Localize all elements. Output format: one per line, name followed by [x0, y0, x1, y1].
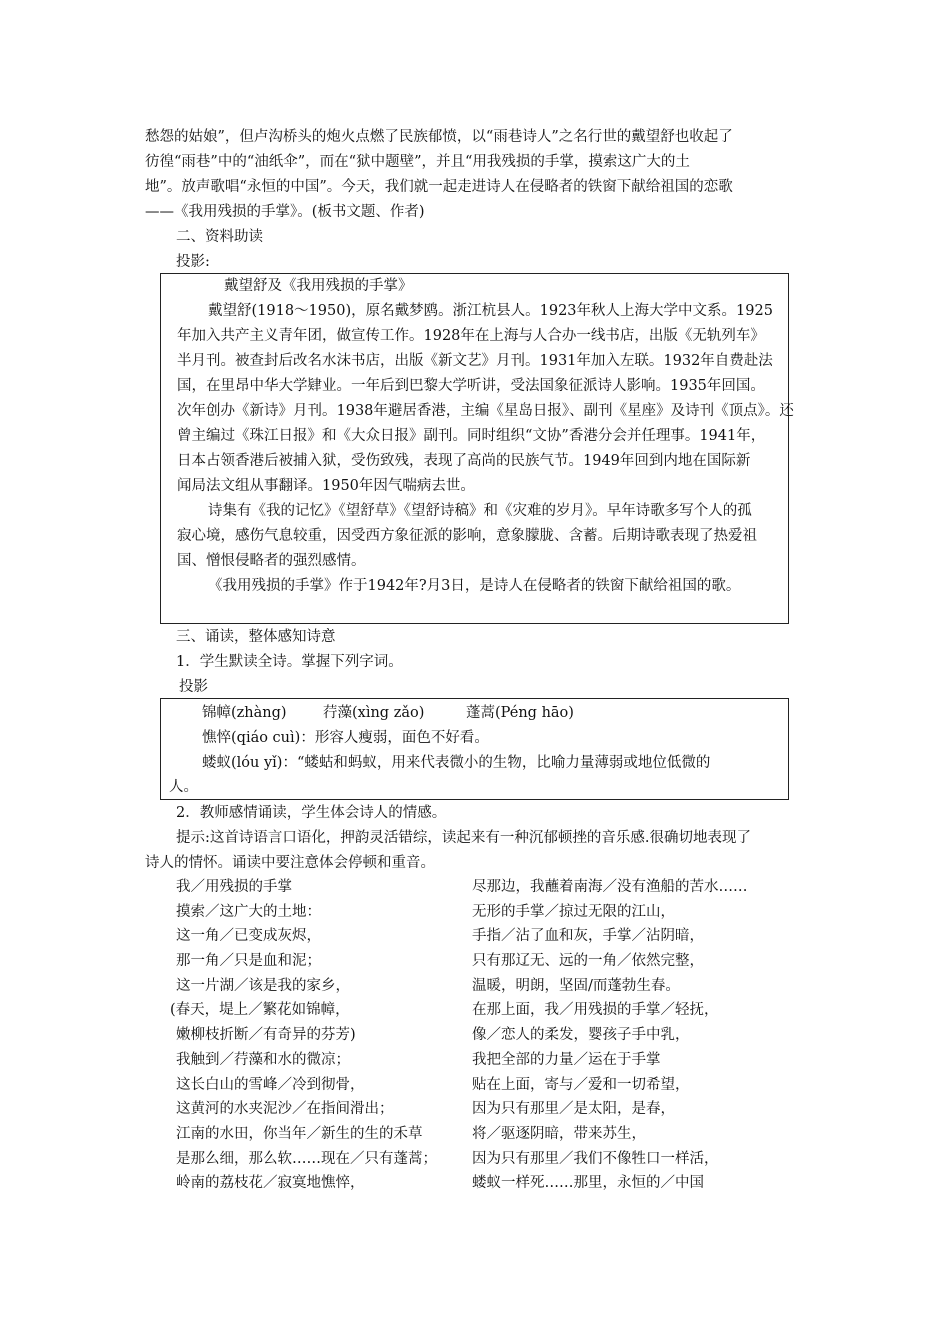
poem-line: 这长白山的雪峰／冷到彻骨， — [176, 1076, 365, 1093]
biography-line: 次年创办《新诗》月刊。1938年避居香港，主编《星岛日报》、副刊《星座》及诗刊《顶点》。还 — [177, 403, 794, 419]
poem-line: 只有那辽无、远的一角／依然完整， — [472, 953, 704, 970]
poem-line: 我／用残损的手掌 — [176, 879, 292, 895]
poem-line: 在那上面，我／用残损的手掌／轻抚， — [472, 1002, 719, 1019]
intro-line-1: 愁怨的姑娘”，但卢沟桥头的炮火点燃了民族郁愤，以“雨巷诗人”之名行世的戴望舒也收起了 — [145, 129, 733, 145]
biography-line: 诗集有《我的记忆》《望舒草》《望舒诗稿》和《灾难的岁月》。早年诗歌多写个人的孤 — [208, 503, 752, 519]
poem-line: (春天，堤上／繁花如锦幛， — [170, 1002, 350, 1019]
intro-line-2: 彷徨“雨巷”中的“油纸伞”，而在“狱中题壁”，并且“用我残损的手掌，摸索这广大的土 — [145, 154, 690, 170]
vocab-definition: 蝼蚁(lóu yǐ)：“蝼蛄和蚂蚁，用来代表微小的生物，比喻力量薄弱或地位低微的 — [202, 755, 711, 771]
poem-line: 蝼蚁一样死……那里，永恒的／中国 — [472, 1175, 704, 1192]
intro-line-3: 地”。放声歌唱“永恒的中国”。今天，我们就一起走进诗人在侵略者的铁窗下献给祖国的恋歌 — [145, 179, 733, 195]
biography-line: 年加入共产主义青年团，做宣传工作。1928年在上海与人合办一线书店，出版《无轨列车》 — [177, 328, 765, 344]
poem-line: 因为只有那里／是太阳，是春， — [472, 1101, 675, 1118]
biography-box — [160, 273, 794, 624]
poem-line: 岭南的荔枝花／寂寞地憔悴， — [176, 1175, 365, 1192]
vocab-definition: 人。 — [169, 779, 198, 795]
biography-line: 日本占领香港后被捕入狱，受伤致残，表现了高尚的民族气节。1949年回到内地在国际新 — [177, 453, 751, 469]
poem-line: 我把全部的力量／运在于手掌 — [472, 1051, 661, 1068]
projection-label-2: 投影 — [179, 679, 208, 695]
vocab-word: 荇藻(xìng zǎo) — [323, 705, 425, 721]
vocabulary-box — [160, 698, 789, 800]
biography-line: 寂心境，感伤气息较重，因受西方象征派的影响，意象朦胧、含蓄。后期诗歌表现了热爱祖 — [177, 528, 757, 544]
poem-line: 嫩柳枝折断／有奇异的芬芳) — [176, 1027, 356, 1044]
poem-line: 无形的手掌／掠过无限的江山， — [472, 903, 675, 920]
poem-line: 因为只有那里／我们不像牲口一样活， — [472, 1150, 719, 1167]
poem-left-column — [170, 875, 437, 1196]
poem-line: 那一角／只是血和泥； — [176, 953, 321, 970]
biography-line: 半月刊。被查封后改名水沫书店，出版《新文艺》月刊。1931年加入左联。1932年自费赴法 — [177, 353, 773, 369]
poem-line: 像／恋人的柔发，婴孩子手中乳， — [472, 1027, 690, 1044]
vocab-word: 蓬蒿(Péng hāo) — [466, 705, 574, 721]
poem-line: 我触到／荇藻和水的微凉； — [176, 1051, 350, 1068]
poem-line: 尽那边，我蘸着南海／没有渔船的苦水…… — [472, 879, 748, 895]
poem-line: 贴在上面，寄与／爱和一切希望， — [472, 1076, 690, 1093]
poem-line: 是那么细，那么软……现在／只有蓬蒿； — [176, 1150, 437, 1167]
biography-line: 国，在里昂中华大学肄业。一年后到巴黎大学听讲，受法国象征派诗人影响。1935年回国。 — [177, 378, 765, 394]
step-1-text: 1．学生默读全诗。掌握下列字词。 — [176, 654, 403, 670]
section-heading-materials: 二、资料助读 — [176, 229, 263, 245]
biography-line: 国、憎恨侵略者的强烈感情。 — [177, 553, 366, 569]
biography-line: 曾主编过《珠江日报》和《大众日报》副刊。同时组织“文协”香港分会并任理事。1941年， — [177, 428, 766, 444]
poem-line: 温暖，明朗，坚固/而蓬勃生春。 — [472, 977, 680, 994]
projection-label-1: 投影: — [176, 254, 210, 270]
hint-line-2: 诗人的情怀。诵读中要注意体会停顿和重音。 — [145, 855, 435, 871]
poem-line: 将／驱逐阴暗，带来苏生， — [472, 1125, 646, 1142]
poem-line: 这黄河的水夹泥沙／在指间滑出； — [176, 1101, 394, 1118]
step-2-text: 2．教师感情诵读，学生体会诗人的情感。 — [176, 805, 447, 821]
biography-line: 闻局法文组从事翻译。1950年因气喘病去世。 — [177, 478, 475, 494]
poem-right-column — [472, 875, 748, 1196]
intro-line-4: ——《我用残损的手掌》。(板书文题、作者) — [145, 204, 425, 220]
poem-line: 这一片湖／该是我的家乡， — [176, 977, 350, 994]
section-heading-reading: 三、诵读，整体感知诗意 — [176, 629, 336, 645]
hint-line-1: 提示:这首诗语言口语化，押韵灵活错综，读起来有一种沉郁顿挫的音乐感.很确切地表现了 — [176, 830, 751, 846]
poem-line: 江南的水田，你当年／新生的生的禾草 — [176, 1125, 423, 1142]
biography-line: 戴望舒(1918～1950)，原名戴梦鸥。浙江杭县人。1923年秋人上海大学中文系。1925 — [208, 303, 773, 319]
vocab-word: 锦幛(zhàng) — [202, 705, 287, 721]
poem-line: 手指／沾了血和灰，手掌／沾阴暗， — [472, 928, 704, 945]
poem-line: 摸索／这广大的土地： — [176, 903, 321, 920]
vocab-definition: 憔悴(qiáo cuì)：形容人瘦弱，面色不好看。 — [202, 730, 489, 746]
biography-line: 《我用残损的手掌》作于1942年?月3日，是诗人在侵略者的铁窗下献给祖国的歌。 — [208, 578, 741, 594]
poem-line: 这一角／已变成灰烬， — [176, 928, 321, 945]
biography-title: 戴望舒及《我用残损的手掌》 — [224, 278, 413, 294]
